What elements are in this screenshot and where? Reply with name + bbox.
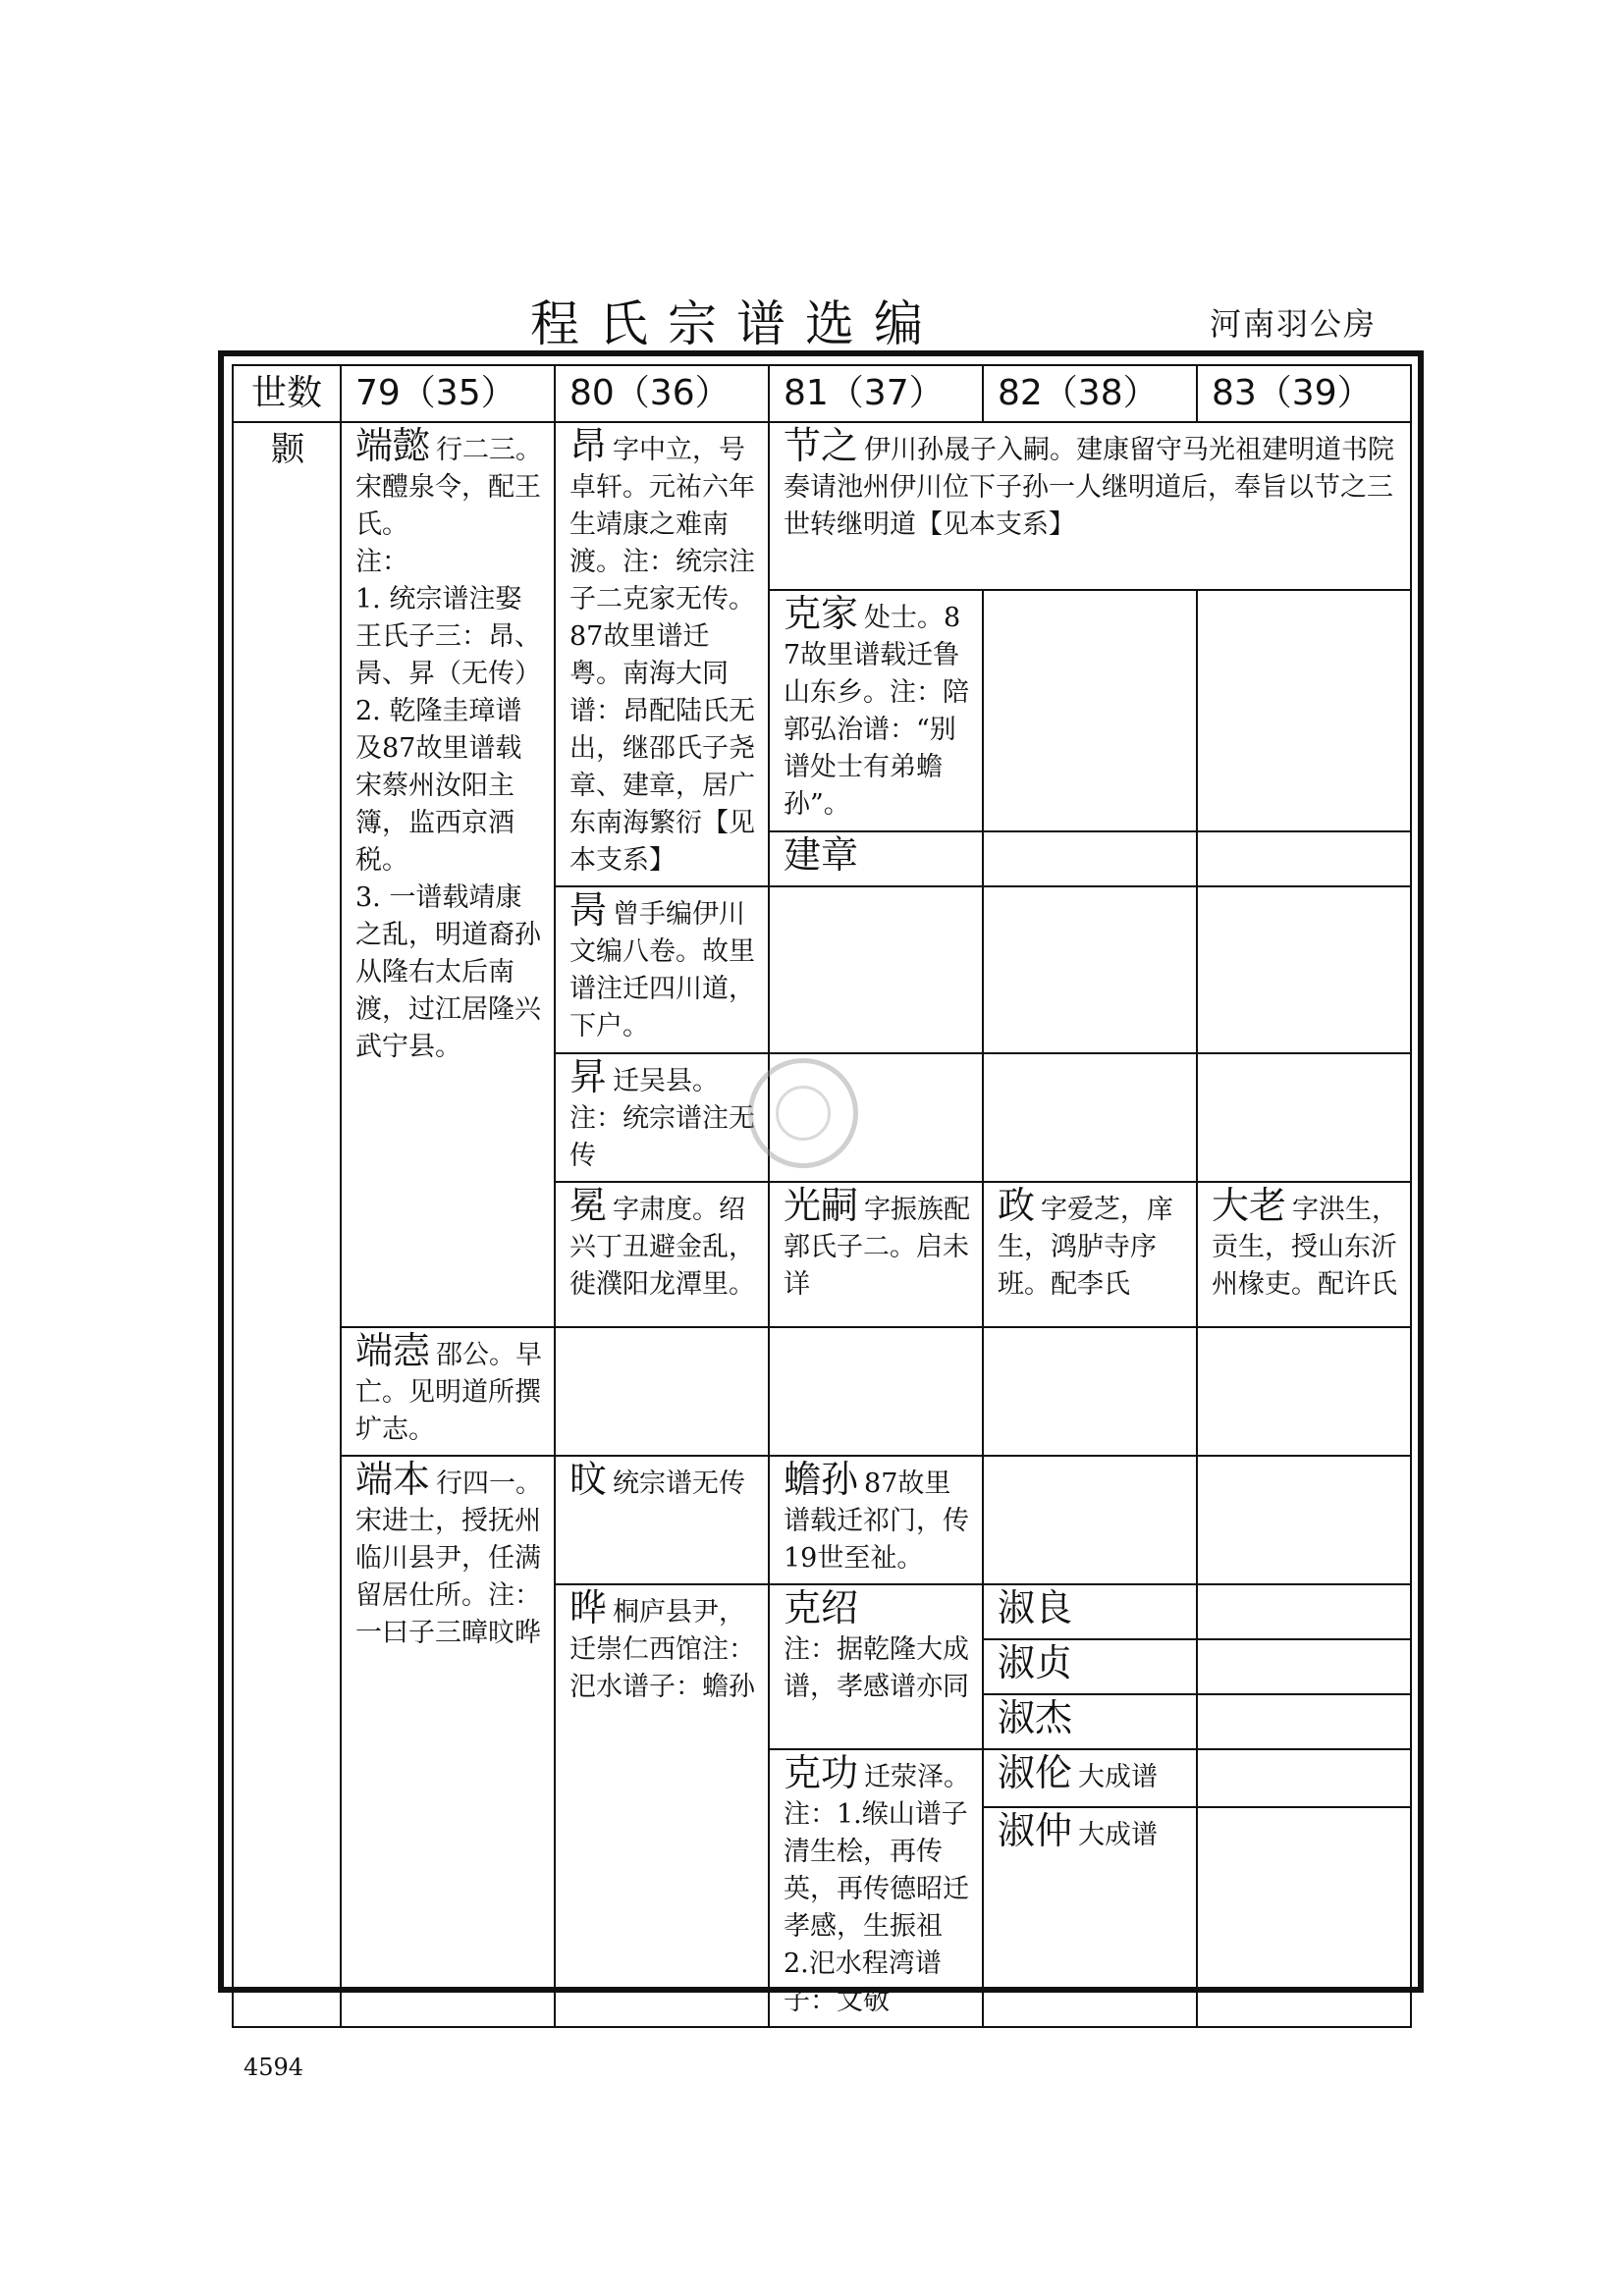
empty-cell [769,1327,983,1456]
empty-cell [1197,1456,1411,1584]
person-note: 行四一。宋进士，授抚州临川县尹，任满留居仕所。注：一曰子三暲旼晔 [355,1468,543,1648]
note-line: 3. 一谱载靖康之乱，明道裔孙从隆右太后南渡，过江居隆兴武宁县。 [355,882,541,1062]
person-name: 克家 [784,591,859,635]
empty-cell [983,1456,1197,1584]
person-name: 淑仲 [998,1808,1073,1852]
person-note: 大成谱 [1078,1819,1159,1850]
empty-cell [1197,1053,1411,1182]
header-gen-81: 81（37） [769,365,983,422]
person-cell-shulun [983,1749,1197,1807]
person-cell-jianzhang [769,831,983,886]
person-cell-shuzhen [983,1639,1197,1694]
person-note: 字洪生，贡生，授山东沂州椽吏。配许氏 [1212,1195,1399,1300]
person-cell-ang [555,422,769,886]
person-cell-duanben [341,1456,555,2027]
person-note: 字振族配郭氏子二。启未详 [784,1195,971,1300]
genealogy-frame [218,350,1424,2016]
empty-cell [1197,831,1411,886]
empty-cell [983,1327,1197,1456]
person-note: 统宗谱无传 [613,1468,746,1499]
person-note: 邵公。早亡。见明道所撰圹志。 [355,1340,543,1445]
person-name: 蟾孙 [784,1458,859,1501]
branch-label: 河南羽公房 [1210,305,1378,343]
person-name: 克绍 [784,1586,859,1629]
person-note: 字中立，号卓轩。元祐六年生靖康之难南渡。注：统宗注子二克家无传。87故里谱迁粤。南海大同谱：昂配陆氏无出，继邵氏子尧章、建章，居广东南海繁衍【见本支系】 [569,435,755,876]
person-note: 字肃度。绍兴丁丑避金乱，徙濮阳龙潭里。 [569,1195,755,1300]
person-note: 处士。87故里谱载迁鲁山东乡。注：陪郭弘治谱：“别谱处士有弟蟾孙”。 [784,602,969,820]
page-number: 4594 [244,2054,304,2081]
person-cell-kejia [769,590,983,831]
person-name: 淑伦 [998,1751,1073,1794]
person-note: 87故里谱载迁祁门，传19世至祉。 [784,1468,969,1574]
person-name: 旼 [569,1458,608,1501]
person-cell-guangsi [769,1182,983,1327]
header-generation: 世数 [233,365,341,422]
person-note: 注：据乾隆大成谱，孝感谱亦同 [784,1634,969,1702]
person-name: 大老 [1212,1184,1287,1227]
person-cell-ye [555,1584,769,2027]
person-name: 光嗣 [784,1184,859,1227]
seal-stamp-inner [776,1086,831,1141]
person-note: 迁荥泽。注：1.缑山谱子清生桧，再传英，再传德昭迁孝感，生振祖 2.汜水程湾谱子：文敬 [784,1762,971,2016]
person-cell-dalao [1197,1182,1411,1327]
person-name: 端本 [355,1458,431,1501]
person-cell-shuliang [983,1584,1197,1639]
person-note: 字爱芝，庠生，鸿胪寺序班。配李氏 [998,1195,1174,1300]
empty-cell [769,886,983,1053]
person-name: 端懿 [355,424,431,467]
genealogy-table [232,364,1412,2028]
empty-cell [983,590,1197,831]
person-cell-kegong [769,1749,983,2027]
person-name: 冕 [569,1184,608,1227]
empty-cell [1197,1327,1411,1456]
header-gen-82: 82（38） [983,365,1197,422]
empty-cell [555,1327,769,1456]
person-cell-bing [555,886,769,1053]
person-cell-duanyi [341,422,555,1327]
person-name: 昺 [569,888,608,932]
page-title: 程氏宗谱选编 [530,295,943,352]
ancestor-name: 颢 [271,430,304,469]
empty-cell [1197,1639,1411,1694]
person-cell-min [555,1456,769,1584]
note-line: 2. 乾隆圭璋谱及87故里谱载宋蔡州汝阳主簿，监西京酒税。 [355,696,522,876]
person-name: 晔 [569,1586,608,1629]
table-row [233,1327,1411,1456]
person-name: 节之 [784,424,859,467]
person-name: 昂 [569,424,608,467]
header-gen-83: 83（39） [1197,365,1411,422]
person-cell-sheng [555,1053,769,1182]
empty-cell [1197,1584,1411,1639]
empty-cell [1197,1807,1411,2027]
person-name: 政 [998,1184,1036,1227]
person-note: 迁吴县。注：统宗谱注无传 [569,1066,755,1171]
person-note: 伊川孙晟子入嗣。建康留守马光祖建明道书院奏请池州伊川位下子孙一人继明道后，奉旨以节之三世转继明道【见本支系】 [784,435,1395,540]
person-cell-shuzhong [983,1807,1197,2027]
header-gen-80: 80（36） [555,365,769,422]
person-cell-zheng [983,1182,1197,1327]
person-name: 端悫 [355,1329,431,1372]
person-name: 淑贞 [998,1641,1073,1684]
generation-header-row [233,365,1411,422]
empty-cell [983,1053,1197,1182]
table-row [233,1456,1411,1584]
empty-cell [1197,1749,1411,1807]
person-cell-keshao [769,1584,983,1749]
note-line: 1. 统宗谱注娶王氏子三：昂、昺、昇（无传） [355,584,541,689]
person-name: 淑杰 [998,1696,1073,1739]
person-note: 大成谱 [1078,1762,1159,1792]
empty-cell [983,831,1197,886]
person-cell-duanque [341,1327,555,1456]
person-name: 昇 [569,1055,608,1098]
person-note: 桐庐县尹，迁崇仁西馆注：汜水谱子：蟾孙 [569,1597,755,1702]
empty-cell [1197,1694,1411,1749]
person-note: 行二三。宋醴泉令，配王氏。 [355,435,543,540]
person-name: 淑良 [998,1586,1073,1629]
ancestor-label [233,422,341,2027]
table-row [233,422,1411,590]
empty-cell [983,886,1197,1053]
empty-cell [1197,590,1411,831]
person-name: 建章 [784,832,859,877]
person-name: 克功 [784,1751,859,1794]
person-cell-shujie [983,1694,1197,1749]
empty-cell [1197,886,1411,1053]
note-line: 注： [355,547,408,577]
person-cell-jiezhi [769,422,1411,590]
person-note: 曾手编伊川文编八卷。故里谱注迁四川道，下户。 [569,899,755,1041]
person-cell-chansun [769,1456,983,1584]
person-cell-mian [555,1182,769,1327]
header-gen-79: 79（35） [341,365,555,422]
